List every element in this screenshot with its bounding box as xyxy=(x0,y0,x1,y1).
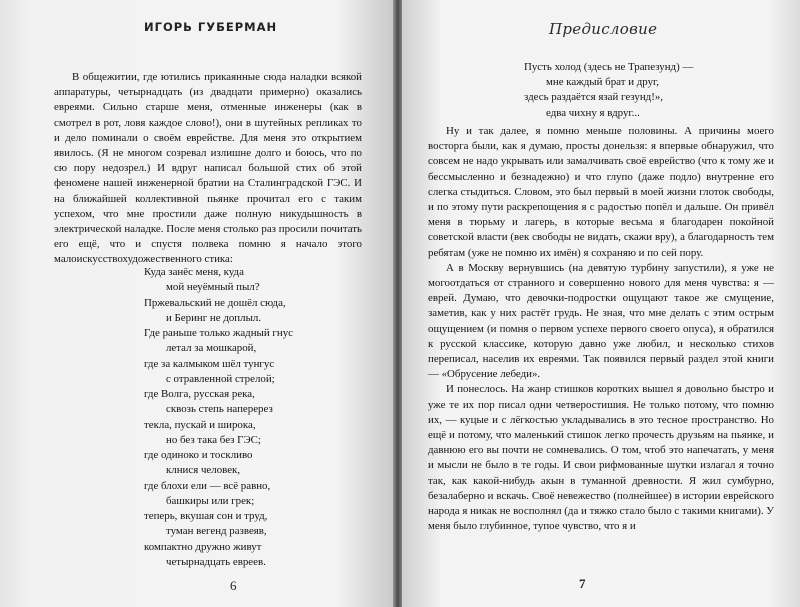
epigraph-line: здесь раздаётся язай гезунд!», xyxy=(524,91,663,104)
poem-line: клнися человек, xyxy=(166,464,241,477)
epigraph-line: мне каждый брат и друг, xyxy=(546,76,659,89)
paragraph: Ну и так далее, я помню меньше половины. А причины моего восторга были, как я думаю, просты донельзя: я впервые обнаружил, что совсем не надо укрывать или замалчивать своё еврейство (что к тому же и бессмысленно и безнадежно) и что глупо (даже подло) внутренне его слегка стыдиться. Словом, это был первый в моей жизни глоток свободы, и по этому пути раскрепощения я с радостью попёл и дальше. Он привёл меня в тюрьму и лагерь, в которые весьма я благодарен покойной советской власти (век свободы не видать, скажи вру), а благодарность тем ребятам (уже не помню их имён) я сохраняю и по сей пору. xyxy=(428,125,774,259)
epigraph-line: Пусть холод (здесь не Трапезунд) — xyxy=(524,61,694,73)
left-page-prose xyxy=(54,70,362,268)
poem-line: сквозь степь наперерез xyxy=(166,403,273,416)
paragraph: В общежитии, где ютились прикаянные сюда наладки всякой аппаратуры, четырнадцать (из двадцати примерно) оказались евреями. Сильно старше меня, отменные инженеры (как в смотрел в рот, ловя каждое слово!), они в шутейных репликах то и дело поминали о своём еврействе. Для меня это открытием явилось. (Я не многом созревал излишне долго и боюсь, что по сю пору недозрел.) И вдруг написал большой стих об этой феномене нашей инженерной братии на Сталинградской ГЭС. И на ближайшей коллективной пьянке прочитал его с таким успехом, что мне простили даже полную никудышность в электрической наладке. После меня столько раз просили почитать его ещё, что и спустя полвека помню я начало этого малоискусствохудожественного стика: xyxy=(54,71,362,266)
page-number-right: 7 xyxy=(579,576,586,591)
poem-line: Где раньше только жадный гнус xyxy=(144,327,293,339)
left-page xyxy=(0,0,394,607)
poem-line: теперь, вкушая сон и труд, xyxy=(144,510,268,522)
poem-line: четырнадцать евреев. xyxy=(166,555,266,568)
poem-line: где блохи ели — всё равно, xyxy=(144,479,271,492)
right-page xyxy=(402,0,800,607)
running-head-section: Предисловие xyxy=(549,20,658,38)
poem-line: где Волга, русская река, xyxy=(144,388,255,400)
poem-line: башкиры или грек; xyxy=(166,494,255,507)
poem-line: где одиноко и тоскливо xyxy=(144,449,253,461)
poem-line: Пржевальский не дошёл сюда, xyxy=(144,296,286,309)
poem-line: летал за мошкарой, xyxy=(166,342,257,355)
poem-line: текла, пускай и широка, xyxy=(144,418,256,431)
poem-line: мой неуёмный пыл? xyxy=(166,281,260,294)
poem xyxy=(144,265,374,570)
poem-line: и Беринг не доплыл. xyxy=(166,311,262,324)
poem-line: туман вегенд развеяв, xyxy=(166,525,267,538)
poem-line: где за калмыком шёл тунгус xyxy=(144,357,275,370)
poem-line: с отравленной стрелой; xyxy=(166,372,275,385)
right-page-prose xyxy=(428,124,774,534)
poem-line: Куда занёс меня, куда xyxy=(144,266,244,278)
running-head-author: ИГОРЬ ГУБЕРМАН xyxy=(144,20,278,34)
paragraph: И понеслось. На жанр стишков коротких вышел я довольно быстро и уже те их пор писал одни четверостишия. Не только потому, что помню их, — куцые и с лёгкостью укладывались в это тесное пространство. Но ещё и потому, что маленький стишок легко прочесть друзьям на пьянке, и давнюю его вы почти не сомневались. О том, чтоб это напечатать, у меня и мысли не было в те годы. И свои рифмованные шутки излагал я точно так, как какой-нибудь акын в туманной древности. Я жил сумбурно, безалаберно и вскачь. Своё невежество (полнейшее) в истории еврейского народа я никак не восполнял (да и тяжко стало было с такими книгами). У меня было глубинное, тупое чувство, что я и xyxy=(428,383,774,533)
poem-line: но без така без ГЭС; xyxy=(166,433,261,446)
page-number-left: 6 xyxy=(230,578,237,593)
epigraph-verse xyxy=(524,60,764,121)
epigraph-line: едва чихну я вдруг... xyxy=(546,106,640,119)
paragraph: А в Москву вернувшись (на девятую турбину запустили), я уже не могоотдаться от странного и совершенно нового для меня чувства: я — еврей. Думаю, что девочки-подростки ощущают такое же смущение, заметив, как у них растёт грудь. Не зная, что мне делать с этим острым ощущением (и помня о первом успехе первого своего опуса), я обратился к русской классике, которую давно уже любил, и несколько стихов переписал, населив их евреями. Так появился первый раздел этой книги — «Обрусение лебеди». xyxy=(428,261,774,381)
poem-line: компактно дружно живут xyxy=(144,540,262,553)
